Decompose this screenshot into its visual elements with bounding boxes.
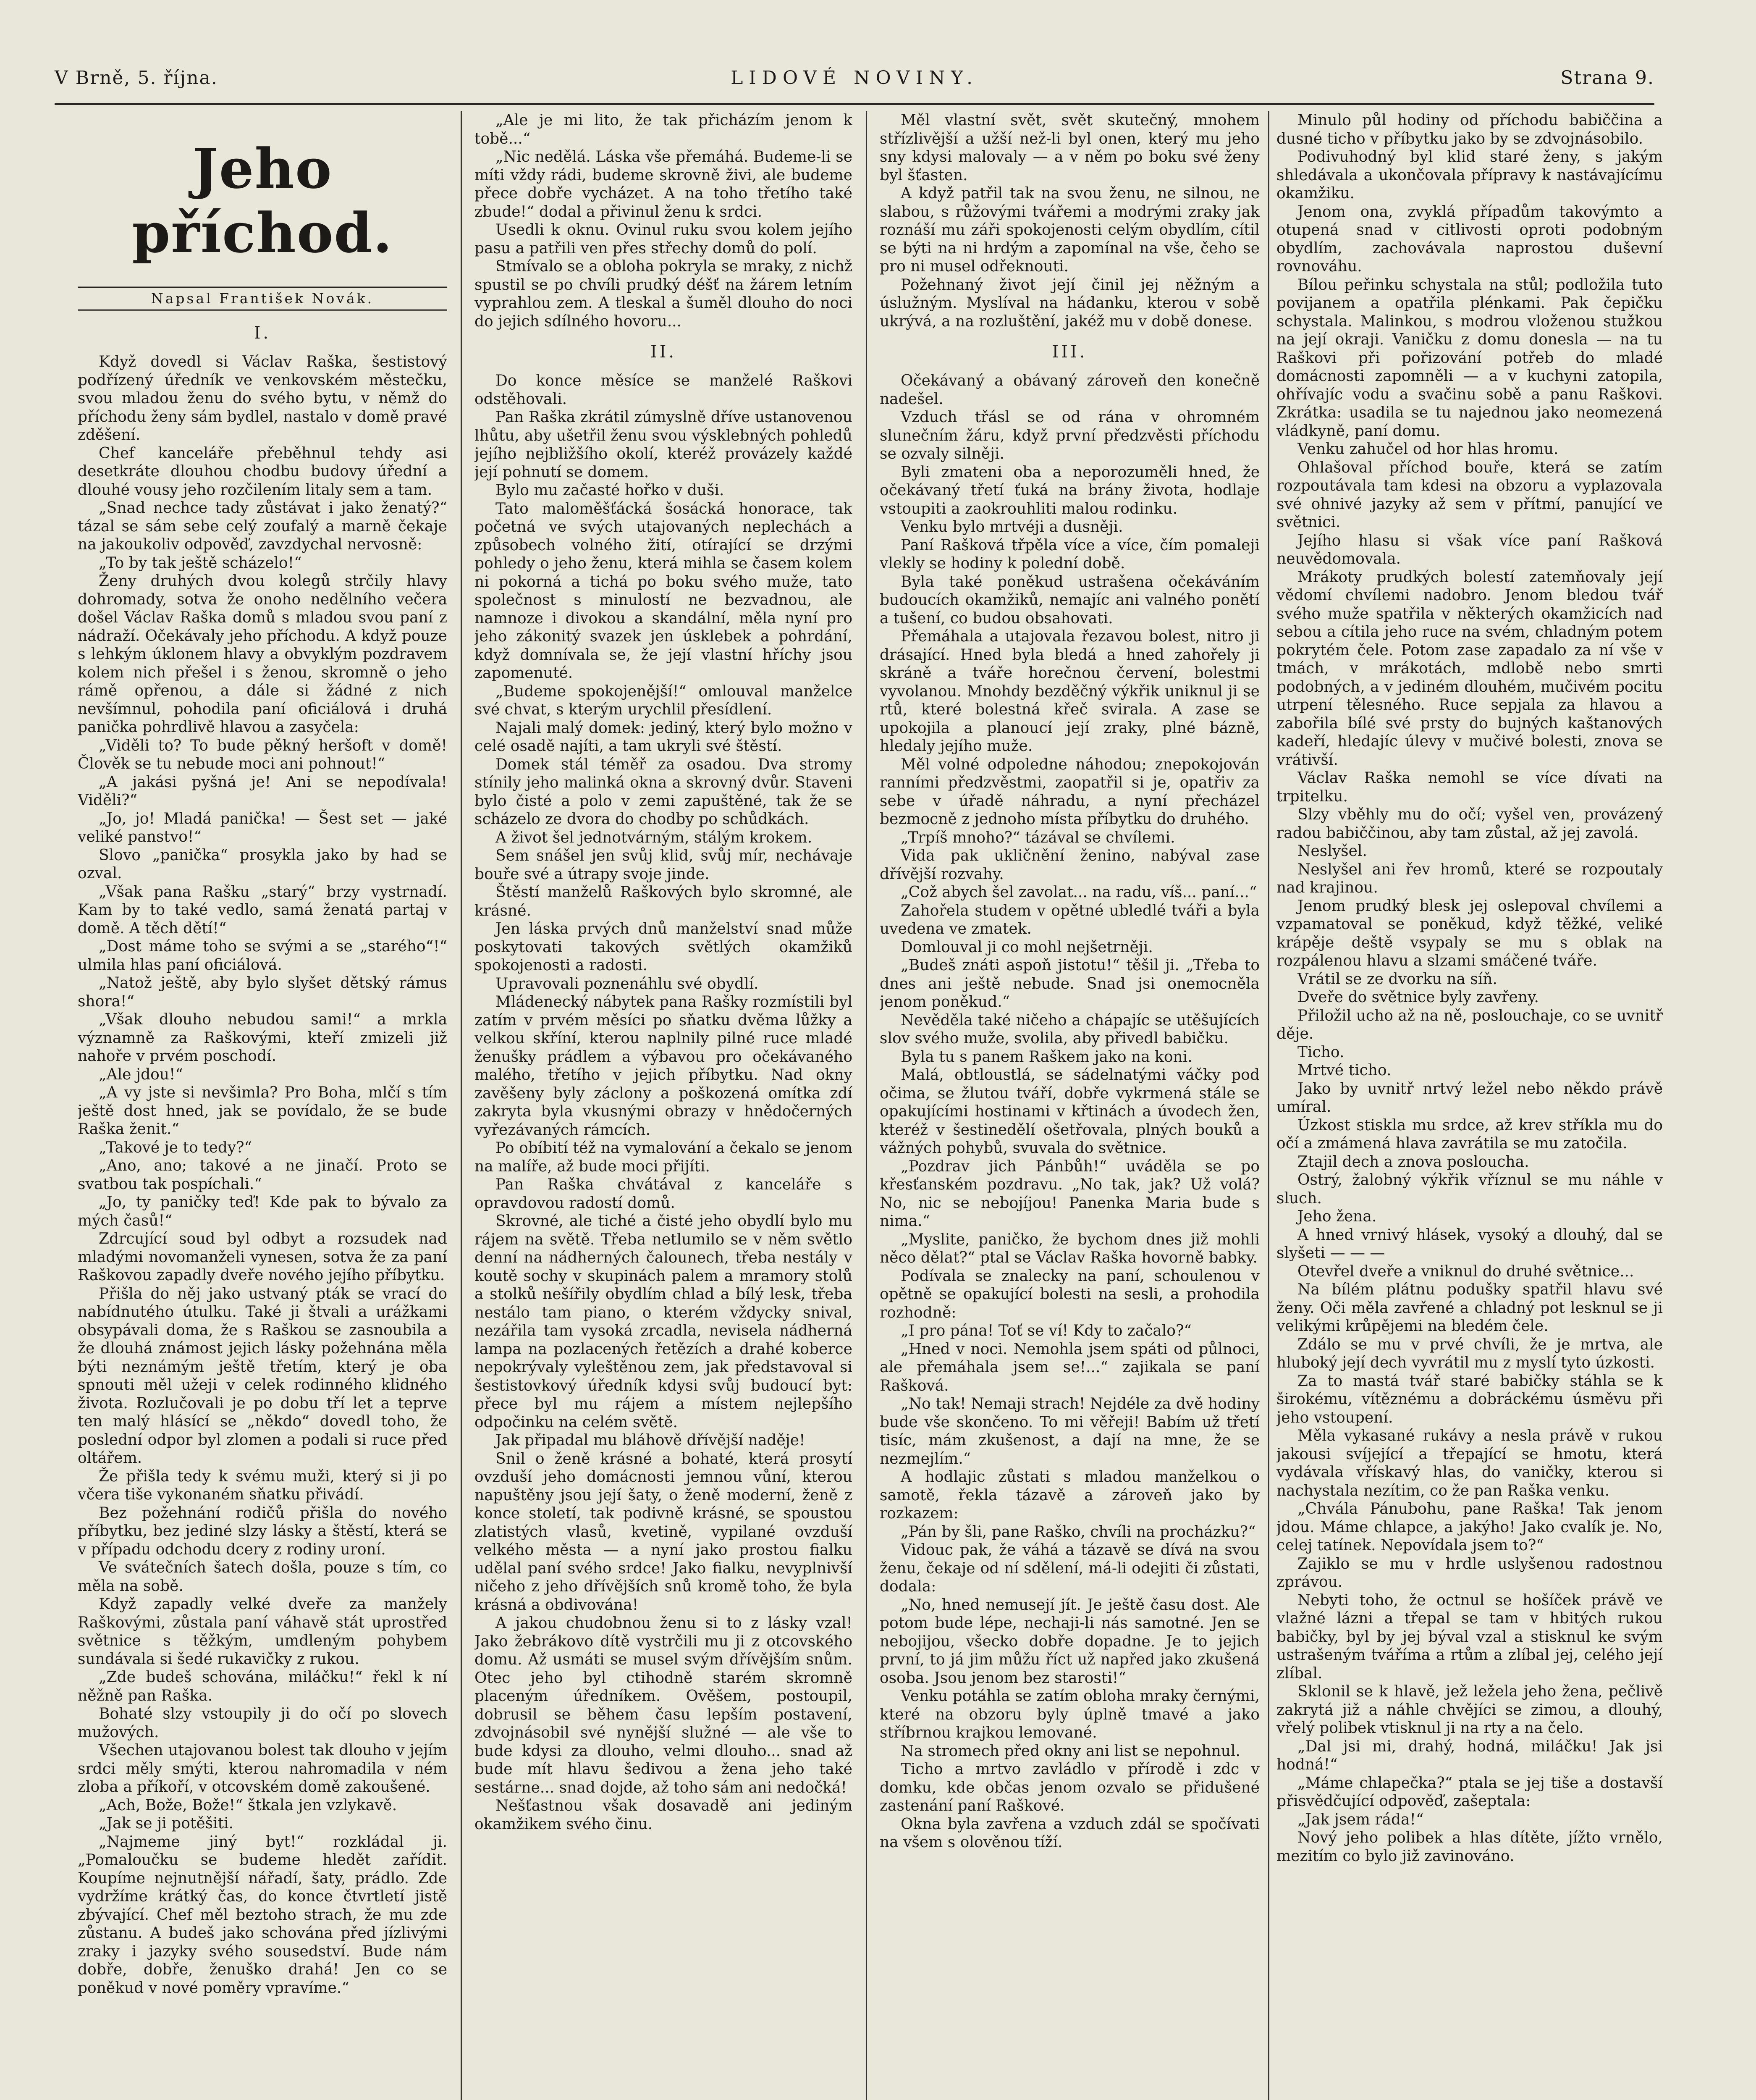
column-rule	[461, 111, 462, 2100]
column-4	[1276, 111, 1663, 2100]
paragraph: Byla tu s panem Raškem jako na koni.	[901, 1048, 1193, 1066]
paragraph: „Zde budeš schována, miláčku!“ řekl k ní něžně pan Raška.	[78, 1669, 447, 1704]
column-rule	[1268, 111, 1269, 2100]
paragraph: Přemáhala a utajovala řezavou bolest, nitro ji drásající. Hned byla bledá a hned zahořely ji skráně a tváře horečnou červení, bolestmi vyvolanou. Mnohdy bezděčný výkřik uniknul ji se rtů, které bolestná křeč svirala. A zase se upokojila a planoucí její zraky, plné bázně, hledaly jejího muže.	[880, 628, 1260, 755]
paragraph: Malá, obtloustlá, se sádelnatými váčky pod očima, se žlutou tváří, dobře vykrmená stále se opakujícími hostinami v křtinách a úvodech žen, kteréž v šestinedělí ošetřovala, plných bouků a vážných pohybů, svuvala do světnice.	[880, 1066, 1260, 1157]
paragraph: Skrovné, ale tiché a čisté jeho obydlí bylo mu rájem na světě. Třeba netlumilo se v něm světlo denní na nádherných čalounech, třeba nestály v koutě sochy v skupinách palem a mramory stolů a stolků nešířily obydlím chlad a bílý lesk, třeba nestálo tam piano, o kterém vždycky snival, nezářila tam vysoká zrcadla, nevisela nádherná lampa na pozlacených řetězích a drahé koberce nepokrývaly vyleštěnou zem, jak představoval si šestistovkový úředník kdysi svůj budoucí byt: přece byl mu rájem a místem nejlepšího odpočinku na celém světě.	[474, 1213, 852, 1431]
paragraph: „Pán by šli, pane Raško, chvíli na procházku?“	[901, 1523, 1256, 1541]
paragraph: „Máme chlapečka?“ ptala se jej tiše a dostavší přisvědčující odpověď, zašeptala:	[1276, 1774, 1663, 1810]
paragraph: „Myslite, paničko, že bychom dnes již mohli něco dělat?“ ptal se Václav Raška hovorně babky.	[880, 1231, 1260, 1266]
paragraph: „Nic nedělá. Láska vše přemáhá. Budeme-li se míti vždy rádi, budeme skrovně živi, ale budeme přece dobře vycházet. A na toho třetího také zbude!“ dodal a přivinul ženu k srdci.	[474, 148, 852, 220]
paragraph: „Dal jsi mi, drahý, hodná, miláčku! Jak jsi hodná!“	[1276, 1738, 1663, 1773]
paragraph: Václav Raška nemohl se více dívati na trpitelku.	[1276, 769, 1663, 805]
paragraph: Tato maloměšťácká šosácká honorace, tak početná ve svých utajovaných neplechách a způsobech volného žití, otírající se drzými pohledy o jeho ženu, která mihla se časem kolem ni pokorná a tichá po boku svého muže, tato společnost s minulostí ne bezvadnou, ale namnoze i divokou a skandální, měla nyní pro jeho zákonitý svazek jen úsklebek a pohrdání, když domnívala se, že její vlastní hříchy jsou zapomenuté.	[474, 500, 852, 682]
paragraph: Neslyšel ani řev hromů, které se rozpoutaly nad krajinou.	[1276, 861, 1663, 896]
paragraph: Mrákoty prudkých bolestí zatemňovaly její vědomí chvílemi nadobro. Jenom bledou tvář svého muže spatřila v některých okamžicích nad sebou a cítila jeho ruce na svém, chladným potem pokrytém čele. Potom zase zapadalo za ní vše v tmách, v mrákotách, mdlobě nebo smrti podobných, a v jediném dlouhém, mučivém pocitu utrpení tělesného. Ruce sepjala za hlavou a zabořila bílé své prsty do bujných kaštanových kadeří, hledajíc úlevy v mučivé bolesti, znova se vrátivší.	[1276, 568, 1663, 769]
paragraph: „Však pana Rašku „starý“ brzy vystrnadí. Kam by to také vedlo, samá ženatá partaj v domě. A těch dětí!“	[78, 883, 447, 937]
paragraph: Podivuhodný byl klid staré ženy, s jakým shledávala a ukončovala přípravy k nastávajícímu okamžiku.	[1276, 148, 1663, 202]
paragraph: A jakou chudobnou ženu si to z lásky vzal! Jako žebrákovo dítě vystrčili mu ji z otcovského domu. Až usmáti se musel svým dřívějším snům. Otec jeho byl ctihodně starém skromně placeným úředníkem. Ověšem, postoupil, dobrusil se během času lepším postavení, zdvojnásobil své nynější služné — ale vše to bude kdysi za dlouho, velmi dlouho... snad až bude mít hlavu šedivou a žena jeho také sestárne... snad dojde, až toho sám ani nedočká!	[474, 1614, 852, 1796]
paragraph: Jejího hlasu si však více paní Rašková neuvědomovala.	[1276, 532, 1663, 567]
paragraph: Za to mastá tvář staré babičky stáhla se k širokému, vítěznému a dobráckému úsměvu při jeho vstoupení.	[1276, 1372, 1663, 1426]
paragraph: Pan Raška zkrátil zúmyslně dříve ustanovenou lhůtu, aby ušetřil ženu svou výsklebných pohledů jejího nejbližšího okolí, kteréž provázely každé její pohnutí se domem.	[474, 409, 852, 481]
paragraph: Dveře do světnice byly zavřeny.	[1297, 989, 1539, 1006]
paragraph: Domek stál téměř za osadou. Dva stromy stínily jeho malinká okna a skrovný dvůr. Staveni bylo čisté a polo v zemi zapuštěné, tak že se scházelo ze dvora do chodby po schůdkách.	[474, 756, 852, 828]
column-rule	[866, 111, 867, 2100]
column-4-text	[1276, 111, 1663, 1865]
header-rule	[55, 103, 1654, 105]
paragraph: „Však dlouho nebudou sami!“ a mrkla významně za Raškovými, kteří zmizeli již nahoře v prvém poschodí.	[78, 1011, 447, 1065]
paragraph: „A jakási pyšná je! Ani se nepodívala! Viděli?“	[78, 773, 447, 809]
paragraph: Byli zmateni oba a neporozuměli hned, že očekávaný třetí ťuká na brány života, hodlaje vstoupiti a zaokrouhliti malou rodinku.	[880, 463, 1260, 517]
paragraph: Očekávaný a obávaný zároveň den konečně nadešel.	[880, 372, 1260, 408]
paragraph: Přišla do něj jako ustvaný pták se vrací do nabídnutého útulku. Také ji štvali a urážkami obsypávali doma, že s Raškou se zasnoubila a že dlouhá známost jejich lásky požehnána měla býti neznámým ještě třetím, který je oba spnouti měl užeji v celek rodinného klidného života. Rozlučovali je po dobu tří let a teprve ten malý hlásící se „někdo“ dovedl toho, že poslední odpor byl zlomen a podali si ruce před oltářem.	[78, 1285, 447, 1467]
section-heading: II.	[650, 342, 677, 362]
paragraph: Zdálo se mu v prvé chvíli, že je mrtva, ale hluboký její dech vyvrátil mu z myslí tyto úzkosti.	[1276, 1336, 1663, 1371]
paragraph: Jako by uvnitř nrtvý ležel nebo někdo právě umíral.	[1276, 1080, 1663, 1116]
paragraph: Měla vykasané rukávy a nesla právě v rukou jakousi svíjející a třepající se hmotu, která vydávala vřískavý hlas, do vaničky, kterou si nachystala nezítim, co že pan Raška venku.	[1276, 1427, 1663, 1499]
paragraph: Upravovali poznenáhlu své obydlí.	[495, 975, 759, 992]
paragraph: Měl vlastní svět, svět skutečný, mnohem střízlivější a užší než-li byl onen, který mu jeho sny kdysi malovaly — a v něm po boku své ženy byl šťasten.	[880, 112, 1260, 184]
paragraph: A když patřil tak na svou ženu, ne silnou, ne slabou, s růžovými tvářemi a modrými zraky jak roznáší mu záři spokojenosti celým obydlím, cítil se býti na ni hrdým a zapomínal na vše, čeho se pro ni musel odřeknouti.	[880, 185, 1260, 275]
paragraph: Najali malý domek: jediný, který bylo možno v celé osadě najíti, a tam ukryli své štěstí.	[474, 719, 852, 755]
paragraph: Když dovedl si Václav Raška, šestistový podřízený úředník ve venkovském městečku, svou mladou ženu do svého bytu, v němž do příchodu ženy sám bydlel, nastalo v domě pravé zděšení.	[78, 353, 447, 444]
column-1	[78, 111, 447, 2100]
paragraph: Otevřel dveře a vniknul do druhé světnice...	[1297, 1263, 1634, 1280]
paragraph: Sem snášel jen svůj klid, svůj mír, nechávaje bouře své a útrapy svoje jinde.	[474, 847, 852, 883]
paragraph: „No tak! Nemaji strach! Nejdéle za dvě hodiny bude vše skončeno. To mi věřeji! Babím už třetí tisíc, mám zkušenost, a dají na mne, že se nezmejlím.“	[880, 1395, 1260, 1467]
paragraph: Minulo půl hodiny od příchodu babiččina a dusné ticho v příbytku jako by se zdvojnásobilo.	[1276, 112, 1663, 147]
paragraph: Nešťastnou však dosavadě ani jediným okamžikem svého činu.	[474, 1797, 852, 1833]
paragraph: „Snad nechce tady zůstávat i jako ženatý?“ tázal se sám sebe celý zoufalý a marně čekaje na jakoukoliv odpověď, zavzdychal nervosně:	[78, 499, 447, 553]
paragraph: Chef kanceláře přeběhnul tehdy asi desetkráte dlouhou chodbu budovy úřední a dlouhé vousy jeho rozčilením litaly sem a tam.	[78, 444, 447, 499]
paragraph: Sklonil se k hlavě, jež ležela jeho žena, pečlivě zakrytá již a náhle chvějíci se zimou, a dlouhý, vřelý polibek vtisknul ji na rty a na čelo.	[1276, 1683, 1663, 1737]
page-number: Strana 9.	[1560, 67, 1654, 89]
paragraph: Ohlašoval příchod bouře, která se zatím rozpoutávala tam kdesi na obzoru a vyplazovala své ohnivé jazyky až sem v přítmí, panující ve světnici.	[1276, 459, 1663, 531]
paragraph: „Trpíš mnoho?“ tázával se chvílemi.	[901, 829, 1175, 846]
column-2-text-a	[474, 111, 852, 331]
paragraph: Venku bylo mrtvéji a dusněji.	[901, 518, 1123, 536]
paragraph: Venku zahučel od hor hlas hromu.	[1297, 441, 1559, 458]
paragraph: Když zapadly velké dveře za manžely Raškovými, zůstala paní váhavě stát uprostřed světnice s těžkým, umdleným pohybem sundávala si šedé rukavičky z rukou.	[78, 1596, 447, 1668]
paragraph: Jenom prudký blesk jej oslepoval chvílemi a vzpamatoval se poněkud, když těžké, veliké krápěje deště vsypaly se mu s oblak na rozpálenou hlavu a slzami smáčené tváře.	[1276, 897, 1663, 969]
paragraph: Nebyti toho, že octnul se hošíček právě ve vlažné lázni a třepal se tam v hbitých rukou babičky, byl by jej býval vzal a stisknul ke svým ustrašeným tváříma a rtům a zlíbal jej, celého její zlíbal.	[1276, 1591, 1663, 1682]
paragraph: Domlouval ji co mohl nejšetrněji.	[901, 938, 1153, 956]
paragraph: Jak připadal mu bláhově dřívější naděje!	[495, 1432, 805, 1449]
paragraph: „Pozdrav jich Pánbůh!“ uváděla se po křesťanském pozdravu. „No tak, jak? Už volá? No, nic se nebojíjou! Panenka Maria bude s nima.“	[880, 1158, 1260, 1230]
paragraph: Úzkost stiskla mu srdce, až krev stříkla mu do očí a zmámená hlava zavrátila se mu zatočila.	[1276, 1116, 1663, 1152]
paragraph: Zdrcující soud byl odbyt a rozsudek nad mladými novomanželi vynesen, sotva že za paní Raškovou zapadly dveře nového jejího příbytku.	[78, 1230, 447, 1284]
paragraph: Ticho a mrtvo zavládlo v přírodě i zdc v domku, kde občas jenom ozvalo se přidušené zastenání paní Raškové.	[880, 1761, 1260, 1814]
paragraph: Vrátil se ze dvorku na síň.	[1297, 970, 1497, 988]
paragraph: Mládenecký nábytek pana Rašky rozmístili byl zatím v prvém měsíci po sňatku dvěma lůžky a velkou skříní, kterou naplnily pilné ruce mladé ženušky prádlem a výbavou pro očekávaného malého, třetího v jejich příbytku. Nad okny zavěšeny byly záclony a poškozená omítka zdí zakryta byla vkusnými obrazy v hnědočerných vyřezávaných rámcích.	[474, 993, 852, 1139]
paragraph: Na bílém plátnu podušky spatřil hlavu své ženy. Oči měla zavřené a chladný pot lesknul se ji velikými krůpějemi na bledém čele.	[1276, 1281, 1663, 1335]
paragraph: „Takové je to tedy?“	[99, 1139, 252, 1156]
paragraph: „I pro pána! Toť se ví! Kdy to začalo?“	[901, 1322, 1192, 1339]
issue-date: V Brně, 5. října.	[55, 67, 218, 89]
paragraph: „Což abych šel zavolat... na radu, víš... paní...“	[901, 884, 1257, 901]
paragraph: Byla také poněkud ustrašena očekáváním budoucích okamžiků, nemajíc ani valného ponětí a tušení, co budou obsahovati.	[880, 573, 1260, 627]
paragraph: Ztajil dech a znova posloucha.	[1297, 1153, 1529, 1171]
paragraph: Ostrý, žalobný výkřik vříznul se mu náhle v sluch.	[1276, 1171, 1663, 1207]
paragraph: „A vy jste si nevšimla? Pro Boha, mlčí s tím ještě dost hned, jak se povídalo, že se bude Raška ženit.“	[78, 1084, 447, 1138]
paragraph: „Jo, ty paničky teď! Kde pak to bývalo za mých časů!“	[78, 1194, 447, 1229]
paragraph: Měl volné odpoledne náhodou; znepokojován ranními předzvěstmi, zaopatřil si je, opatřiv za sebe v úřadě náhradu, a nyní přecházel bezmocně z jednoho místa příbytku do druhého.	[880, 756, 1260, 828]
newspaper-name: LIDOVÉ NOVINY.	[731, 67, 978, 89]
paragraph: Neslyšel.	[1297, 843, 1367, 860]
paragraph: „Ale je mi lito, že tak přicházím jenom k tobě...“	[474, 112, 852, 147]
paragraph: Požehnaný život její činil jej něžným a úslužným. Myslíval na hádanku, kterou v sobě ukrývá, a na rozluštění, jakéž mu v době donese.	[880, 276, 1260, 330]
paragraph: Vidouc pak, že váhá a tázavě se dívá na svou ženu, čekaje od ní sdělení, má-li odejiti či zůstati, dodala:	[880, 1541, 1260, 1595]
paragraph: Po obíbití též na vymalování a čekalo se jenom na malíře, až bude moci přijíti.	[474, 1139, 852, 1175]
paragraph: Ve svátečních šatech došla, pouze s tím, co měla na sobě.	[78, 1559, 447, 1595]
paragraph: Přiložil ucho až na ně, poslouchaje, co se uvnitř děje.	[1276, 1007, 1663, 1042]
paragraph: Slzy vběhly mu do očí; vyšel ven, provázený radou babiččinou, aby tam zůstal, až jej zavolá.	[1276, 806, 1663, 842]
paragraph: Okna byla zavřena a vzduch zdál se spočívati na všem s olověnou tíží.	[880, 1815, 1260, 1851]
paragraph: „Dost máme toho se svými a se „starého“!“ ulmila hlas paní oficiálová.	[78, 938, 447, 974]
column-3-text-b	[880, 372, 1260, 1852]
paragraph: „Natož ještě, aby bylo slyšet dětský rámus shora!“	[78, 974, 447, 1010]
paragraph: Ticho.	[1297, 1043, 1345, 1061]
column-3	[880, 111, 1260, 2100]
paragraph: „No, hned nemusejí jít. Je ještě času dost. Ale potom bude lépe, nechaji-li nás samotné. Jen se nebojijou, všecko dobře dopadne. Je to jejich první, to já jim můžu říct už napřed jako zkušená osoba. Jsou jenom bez starosti!“	[880, 1596, 1260, 1687]
paragraph: „Chvála Pánubohu, pane Raška! Tak jenom jdou. Máme chlapce, a jakýho! Jako cvalík je. No, celej tatínek. Nepovídala jsem to?“	[1276, 1500, 1663, 1554]
column-1-text	[78, 353, 447, 1997]
column-2-text-b	[474, 372, 852, 1833]
column-3-text-a	[880, 111, 1260, 331]
column-2	[474, 111, 852, 2100]
paragraph: Slovo „panička“ prosykla jako by had se ozval.	[78, 846, 447, 882]
paragraph: Zajiklo se mu v hrdle uslyšenou radostnou zprávou.	[1276, 1555, 1663, 1591]
article-byline: Napsal František Novák.	[78, 286, 447, 311]
paragraph: Snil o ženě krásné a bohaté, která prosytí ovzduší jeho domácnosti jemnou vůní, kterou napuštěny jsou její šaty, o ženě moderní, ženě z konce století, tak podivně krásné, se spoustou zlatistých vlasů, kvetině, vypilané ovzduší velkého města — a nyní jako prostou fialku udělal paní svého srdce! Jako fialku, nevyplnivší ničeho z jeho dřívějších snů kromě toho, že byla krásná a obdivována!	[474, 1450, 852, 1614]
paragraph: „Najmeme jiný byt!“ rozkládal ji. „Pomaloučku se budeme hledět zařídit. Koupíme nejnutnější nářadí, šaty, prádlo. Zde vydržíme krátký čas, do konce čtvrtletí jistě zbývající. Chef měl beztoho strach, že mu zde zůstanu. A budeš jako schována před jízlivými zraky i jazyky svého sousedství. Bude nám dobře, dobře, ženuško drahá! Jen co se poněkud v nové poměry vpravíme.“	[78, 1833, 447, 1997]
paragraph: „Viděli to? To bude pěkný heršoft v domě! Člověk se tu nebude moci ani pohnout!“	[78, 737, 447, 772]
paragraph: Jen láska prvých dnů manželství snad může poskytovati takových světlých okamžiků spokojenosti a radosti.	[474, 920, 852, 974]
paragraph: Nový jeho polibek a hlas dítěte, jížto vrnělo, mezitím co bylo již zavinováno.	[1276, 1829, 1663, 1865]
paragraph: Podívala se znalecky na paní, schoulenou v opětně se opakující bolesti na sesli, a prohodila rozhodně:	[880, 1267, 1260, 1321]
paragraph: „Budeme spokojenější!“ omlouval manželce své chvat, s kterým urychlil přesídlení.	[474, 682, 852, 718]
paragraph: Nevěděla také ničeho a chápajíc se utěšujících slov svého muže, svolila, aby přivedl babičku.	[880, 1011, 1260, 1047]
paragraph: Stmívalo se a obloha pokryla se mraky, z nichž spustil se po chvíli prudký déšť na žárem letním vyprahlou zem. A tleskal a šuměl dlouho do noci do jejich sdílného hovoru...	[474, 258, 852, 330]
paragraph: Na stromech před okny ani list se nepohnul.	[901, 1742, 1240, 1760]
paragraph: „To by tak ještě scházelo!“	[99, 554, 302, 572]
paragraph: A život šel jednotvárným, stálým krokem.	[495, 829, 812, 846]
paragraph: Štěstí manželů Raškových bylo skromné, ale krásné.	[474, 884, 852, 919]
paragraph: Usedli k oknu. Ovinul ruku svou kolem jejího pasu a patřili ven přes střechy domů do polí.	[474, 221, 852, 257]
paragraph: „Jak se ji potěšiti.	[99, 1815, 234, 1832]
paragraph: „Hned v noci. Nemohla jsem spáti od půlnoci, ale přemáhala jsem se!...“ zajikala se paní Rašková.	[880, 1340, 1260, 1394]
paragraph: Jenom ona, zvyklá případům takovýmto a otupená snad v citlivosti oproti podobným obydlím, zachovávala naprostou duševní rovnováhu.	[1276, 203, 1663, 275]
paragraph: Do konce měsíce se manželé Raškovi odstěhovali.	[474, 372, 852, 408]
paragraph: Ženy druhých dvou kolegů strčily hlavy dohromady, sotva že onoho nedělního večera došel Václav Raška domů s mladou svou paní z nádraží. Očekávaly jeho příchodu. A když pouze s lehkým úklonem hlavy a obvyklým pozdravem kolem nich přešel i s ženou, skromně o jeho rámě opřenou, a dále si žádné z nich nevšímnul, pohodila paní oficiálová i druhá panička pohrdlivě hlavou a zasyčela:	[78, 572, 447, 736]
paragraph: „Ano, ano; takové a ne jinačí. Proto se svatbou tak pospíchali.“	[78, 1157, 447, 1193]
paragraph: A hodlajic zůstati s mladou manželkou o samotě, řekla tázavě a zároveň jako by rozkazem:	[880, 1468, 1260, 1522]
paragraph: Vzduch třásl se od rána v ohromném slunečním žáru, když první předzvěsti příchodu se ozvaly silněji.	[880, 409, 1260, 462]
paragraph: Bílou peřinku schystala na stůl; podložila tuto povijanem a opatřila plénkami. Pak čepičku schystala. Malinkou, s modrou vloženou stužkou na její okraji. Vaničku z domu donesla — na tu Raškovi při pořizování potřeb do mladé domácnosti zapomněli — a v kuchyni zatopila, ohřívajíc vodu a svačinu sobě a panu Raškovi. Zkrátka: usadila se tu najednou jako neomezená vládkyně, paní domu.	[1276, 276, 1663, 440]
page-header	[55, 67, 1654, 105]
paragraph: Bohaté slzy vstoupily ji do očí po slovech mužových.	[78, 1705, 447, 1741]
paragraph: Bylo mu začasté hořko v duši.	[495, 482, 724, 499]
paragraph: Jeho žena.	[1297, 1208, 1377, 1225]
paragraph: Že přišla tedy k svému muži, který si ji po včera tiše vykonaném sňatku přivádí.	[78, 1467, 447, 1503]
paragraph: „Jak jsem ráda!“	[1297, 1811, 1424, 1828]
section-heading: III.	[1052, 342, 1088, 362]
paragraph: Vida pak ukličnění ženino, nabýval zase dřívější rozvahy.	[880, 847, 1260, 883]
paragraph: „Ale jdou!“	[99, 1066, 183, 1083]
paragraph: Mrtvé ticho.	[1297, 1062, 1392, 1079]
paragraph: Všechen utajovanou bolest tak dlouho v jejím srdci měly smýti, kterou nahromadila v ném zloba a příkoří, v otcovském domě zakoušené.	[78, 1742, 447, 1796]
paragraph: „Budeš znáti aspoň jistotu!“ těšil ji. „Třeba to dnes ani ještě nebude. Snad jsi onemocněla jenom poněkud.“	[880, 957, 1260, 1011]
paragraph: Venku potáhla se zatím obloha mraky černými, které na obzoru byly úplně tmavé a jako stříbrnou krajkou lemované.	[880, 1688, 1260, 1741]
section-heading: I.	[254, 323, 271, 343]
paragraph: Paní Rašková třpěla více a více, čím pomaleji vlekly se hodiny k polední době.	[880, 536, 1260, 572]
paragraph: Pan Raška chvátával z kanceláře s opravdovou radostí domů.	[474, 1176, 852, 1212]
paragraph: Bez požehnání rodičů přišla do nového příbytku, bez jediné slzy lásky a štěstí, která se v případu odchodu dcery z rodiny uroní.	[78, 1504, 447, 1558]
paragraph: „Ach, Bože, Bože!“ štkala jen vzlykavě.	[99, 1796, 397, 1814]
paragraph: Zahořela studem v opětné ubledlé tváři a byla uvedena ve zmatek.	[880, 902, 1260, 937]
paragraph: A hned vrnivý hlásek, vysoký a dlouhý, dal se slyšeti — — —	[1276, 1226, 1663, 1262]
article-title: Jeho příchod.	[132, 136, 393, 265]
paragraph: „Jo, jo! Mladá panička! — Šest set — jaké veliké panstvo!“	[78, 810, 447, 845]
